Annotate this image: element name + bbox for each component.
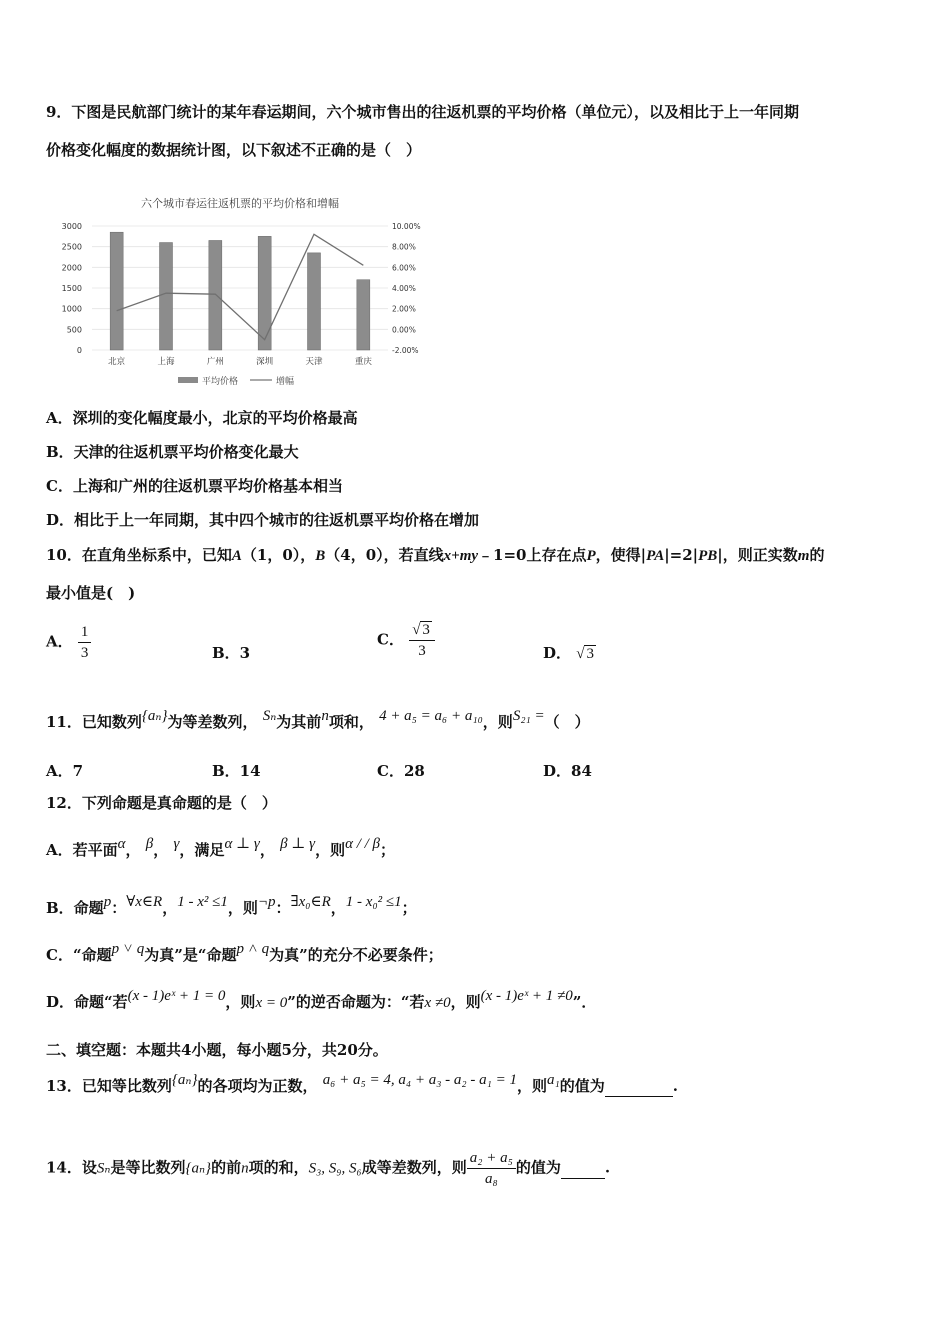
math: 1 - x₀² ≤1: [345, 894, 402, 910]
q11-text: 11．已知数列: [46, 713, 142, 731]
bar: [357, 280, 370, 350]
denominator: 3: [80, 645, 89, 661]
radicand: 3: [422, 622, 430, 638]
math: γ: [173, 836, 180, 852]
q10-point-p: P: [586, 548, 596, 564]
q14-sn: Sₙ: [96, 1160, 111, 1177]
bar: [110, 232, 123, 350]
q9-option-d: D．相比于上一年同期，其中四个城市的往返机票平均价格在增加: [46, 511, 480, 529]
q13-a1: a₁: [547, 1072, 560, 1088]
math: ¬p: [257, 894, 276, 910]
fraction: [409, 620, 435, 661]
math: 1 - x² ≤1: [177, 894, 228, 910]
math: x ≠0: [424, 995, 451, 1011]
category-label: 天津: [305, 357, 323, 367]
q14-text: 的值为: [515, 1158, 561, 1177]
q11-sn: Sₙ: [262, 708, 277, 724]
line-series: [117, 234, 364, 339]
q9-line2: 价格变化幅度的数据统计图，以下叙述不正确的是（ ）: [46, 141, 422, 159]
chart-legend: [178, 375, 294, 387]
math: α ⊥ γ: [224, 836, 260, 852]
q11-option-a: A．7: [46, 762, 84, 780]
q12-text: ，: [162, 899, 178, 917]
q9-option-a: A．深圳的变化幅度最小，北京的平均价格最高: [46, 409, 358, 427]
legend-bar-swatch: [178, 377, 198, 383]
category-axis: [108, 356, 372, 367]
math: α: [117, 836, 126, 852]
q11-text: 项和，: [328, 713, 374, 731]
q10-m: m: [797, 548, 810, 564]
q12-text: 为真”是“命题: [144, 946, 237, 964]
answer-blank[interactable]: [605, 1076, 673, 1097]
chart-gridlines: [92, 226, 388, 350]
q12-stem: 12．下列命题是真命题的是（ ）: [46, 794, 277, 812]
left-tick-label: 2500: [61, 242, 82, 252]
legend-bar-label: 平均价格: [202, 377, 239, 387]
right-tick-label: 10.00%: [392, 222, 421, 231]
q12-text: ；: [380, 841, 396, 859]
q11-n: n: [321, 708, 329, 724]
q12-text: ：: [111, 899, 127, 917]
numerator: [409, 620, 435, 641]
q11-option-d: D．84: [543, 762, 592, 780]
q10-option-b: B．3: [212, 644, 251, 662]
q13-sequence: {aₙ}: [171, 1072, 198, 1088]
right-tick-label: 2.00%: [392, 304, 416, 314]
right-tick-label: 6.00%: [392, 263, 416, 273]
q14-equation: S₃, S₉, S₆: [308, 1160, 362, 1177]
q10-line-eq: x+my: [443, 548, 479, 564]
q11-text: （ ）: [544, 713, 590, 731]
q9-option-b: B．天津的往返机票平均价格变化最大: [46, 443, 299, 461]
q10-point-b: B: [315, 548, 326, 564]
math: p: [103, 894, 112, 910]
q12-text: ”．: [572, 993, 597, 1011]
q10-text: ，使得|: [595, 546, 647, 564]
left-tick-label: 1500: [61, 284, 82, 293]
q13-text: ，则: [516, 1077, 547, 1095]
math: x = 0: [255, 995, 288, 1011]
q10-option-d: [543, 642, 596, 663]
q12-text: B．命题: [46, 899, 104, 917]
q12-text: ，则: [450, 993, 481, 1011]
q10-option-a: [46, 622, 91, 663]
math: β: [145, 836, 154, 852]
fraction: [78, 622, 92, 663]
math: p ˄ q: [236, 941, 270, 957]
q10-text: |，则正实数: [717, 546, 798, 564]
q13-stem: [46, 1072, 678, 1097]
right-tick-label: 4.00%: [392, 284, 416, 293]
q10-point-a: A: [231, 548, 242, 564]
q10-line2: 最小值是( ): [46, 584, 136, 602]
q12-option-b: [46, 894, 417, 919]
q11-text: ，则: [482, 713, 513, 731]
q9-option-c: C．上海和广州的往返机票平均价格基本相当: [46, 477, 343, 495]
math: ∀x∈R: [126, 894, 163, 910]
q13-text: 的值为: [559, 1077, 605, 1095]
q14-text: 14．设: [46, 1158, 97, 1177]
growth-line: [117, 234, 364, 339]
q14-n: n: [241, 1160, 249, 1177]
q11-option-c: C．28: [377, 762, 425, 780]
q10-option-c: [377, 620, 435, 661]
q12-text: 为真”的充分不必要条件；: [269, 946, 443, 964]
q12-text: ，则: [315, 841, 346, 859]
math: β ⊥ γ: [280, 836, 316, 852]
option-label: C．: [377, 630, 404, 649]
q11-equation: 4 + a₅ = a₆ + a₁₀: [379, 708, 483, 724]
q12-option-d: [46, 988, 597, 1013]
q10-pa: PA: [646, 548, 665, 564]
q11-option-b: B．14: [212, 762, 261, 780]
q13-equation: a₆ + a₅ = 4, a₄ + a₃ - a₂ - a₁ = 1: [322, 1072, 517, 1088]
option-label: D．: [543, 644, 572, 662]
q12-text: C．“命题: [46, 946, 112, 964]
q10-text: （4，0），若直线: [325, 546, 444, 564]
bar: [308, 253, 321, 350]
q14-stem: [46, 1148, 610, 1189]
q12-text: ”的逆否命题为：“若: [287, 993, 425, 1011]
q14-text: 成等差数列，则: [361, 1158, 467, 1177]
right-axis: [392, 222, 421, 355]
sqrt-icon: √: [576, 646, 585, 662]
bar: [209, 240, 222, 350]
math: ∃x₀∈R: [290, 894, 331, 910]
q12-text: ；: [401, 899, 417, 917]
q10-text: 10．在直角坐标系中，已知: [46, 546, 232, 564]
q10-text: （1，0），: [241, 546, 316, 564]
q11-s21: S₂₁ =: [512, 708, 545, 724]
q14-text: 是等比数列: [110, 1158, 186, 1177]
q10-line1: [46, 545, 824, 566]
q14-text: 项的和，: [248, 1158, 309, 1177]
numerator: 1: [78, 622, 92, 643]
q11-sequence: {aₙ}: [141, 708, 168, 724]
category-label: 重庆: [354, 357, 372, 367]
numerator: a₂ + a₅: [467, 1148, 516, 1169]
q10-text: |=2|: [664, 546, 699, 564]
left-tick-label: 1000: [61, 304, 82, 314]
math: (x - 1)eˣ + 1 ≠0: [480, 988, 573, 1004]
math: p ˅ q: [111, 941, 145, 957]
q10-pb: PB: [698, 548, 718, 564]
category-label: 深圳: [256, 357, 274, 367]
q11-text: 为等差数列，: [167, 713, 258, 731]
chart: [50, 190, 440, 390]
category-label: 上海: [157, 357, 175, 367]
q14-text: 的前: [211, 1158, 242, 1177]
denominator: a₈: [484, 1171, 498, 1187]
q13-text: 的各项均为正数，: [197, 1077, 318, 1095]
left-tick-label: 500: [66, 325, 82, 335]
legend-line-label: 增幅: [276, 377, 295, 387]
bar: [258, 236, 271, 350]
q14-fraction: [467, 1148, 516, 1189]
q12-text: ，: [259, 841, 275, 859]
answer-blank[interactable]: [561, 1158, 605, 1179]
q11-stem: [46, 708, 590, 733]
denominator: 3: [418, 643, 426, 659]
left-axis: [62, 222, 82, 355]
q12-text: A．若平面: [46, 841, 118, 859]
q10-text: ﹣1=0上存在点: [478, 546, 587, 564]
math: (x - 1)eˣ + 1 = 0: [127, 988, 226, 1004]
section-title: 二、填空题：本题共4小题，每小题5分，共20分。: [46, 1041, 388, 1059]
bar: [160, 243, 173, 350]
chart-title: 六个城市春运往返机票的平均价格和增幅: [141, 197, 339, 210]
q12-text: ，则: [227, 899, 258, 917]
q12-option-a: [46, 836, 396, 861]
bar-series: [110, 232, 370, 350]
q12-text: ，: [330, 899, 346, 917]
right-tick-label: -2.00%: [392, 346, 419, 355]
q11-text: 为其前: [276, 713, 322, 731]
q14-text: .: [604, 1158, 611, 1177]
radicand: 3: [586, 646, 594, 662]
q12-text: ，: [153, 841, 169, 859]
q12-option-c: [46, 941, 443, 966]
q10-text: 的: [809, 546, 825, 564]
math: α / / β: [345, 836, 381, 852]
q9-line1: 9．下图是民航部门统计的某年春运期间，六个城市售出的往返机票的平均价格（单位元），以及相比于上一年同期: [46, 103, 799, 121]
right-tick-label: 8.00%: [392, 242, 416, 252]
q12-text: D．命题“若: [46, 993, 128, 1011]
q12-text: ，满足: [179, 841, 225, 859]
q13-text: .: [672, 1077, 678, 1095]
left-tick-label: 2000: [61, 263, 82, 273]
option-label: A．: [46, 632, 73, 651]
q13-text: 13．已知等比数列: [46, 1077, 172, 1095]
left-tick-label: 3000: [61, 222, 82, 231]
category-label: 广州: [206, 357, 224, 367]
right-tick-label: 0.00%: [392, 325, 416, 335]
sqrt-icon: √: [412, 622, 421, 638]
q12-text: ：: [275, 899, 291, 917]
q12-text: ，则: [225, 993, 256, 1011]
left-tick-label: 0: [76, 346, 82, 355]
q14-sequence: {aₙ}: [185, 1160, 212, 1177]
category-label: 北京: [108, 357, 126, 367]
q12-text: ，: [125, 841, 141, 859]
